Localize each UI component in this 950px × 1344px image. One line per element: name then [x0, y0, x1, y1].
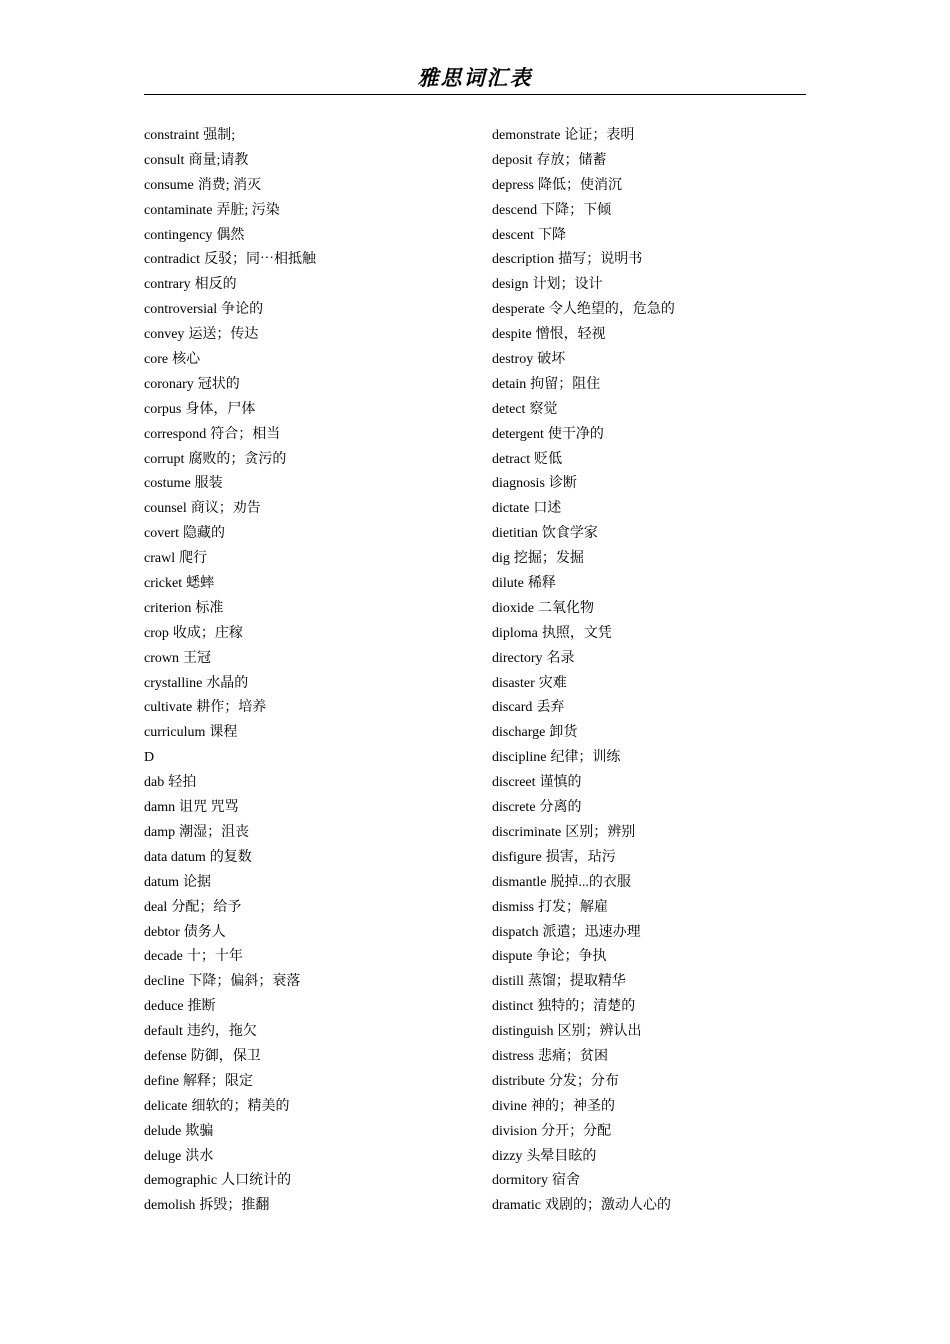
vocab-meaning: 饮食学家 — [541, 526, 598, 542]
vocab-entry — [144, 896, 474, 921]
vocab-meaning: 执照，文凭 — [541, 625, 612, 641]
vocab-word: dramatic — [492, 1198, 541, 1214]
vocab-word: default — [144, 1024, 183, 1040]
vocab-meaning: 谨慎的 — [539, 775, 582, 791]
vocab-entry — [144, 1120, 474, 1145]
vocab-word: contrary — [144, 277, 191, 293]
vocab-word: constraint — [144, 128, 200, 143]
vocab-word: descend — [492, 202, 538, 218]
vocab-entry — [144, 995, 474, 1020]
vocab-meaning: 符合；相当 — [210, 426, 281, 442]
vocab-entry — [492, 1145, 806, 1170]
vocab-meaning: 腐败的；贪污的 — [188, 451, 287, 467]
vocab-meaning: 灾难 — [538, 675, 567, 691]
vocab-word: disaster — [492, 675, 535, 691]
vocab-entry — [492, 796, 806, 821]
vocab-word: crawl — [144, 551, 176, 567]
vocab-entry — [492, 696, 806, 721]
vocab-word: damp — [144, 824, 176, 840]
vocab-word: despite — [492, 327, 532, 343]
vocab-meaning: 派遣；迅速办理 — [542, 924, 641, 940]
vocab-meaning: 细软的；精美的 — [191, 1098, 290, 1114]
vocab-word: cricket — [144, 576, 183, 592]
vocab-entry — [144, 721, 474, 746]
vocab-entry — [492, 224, 806, 249]
vocab-entry — [492, 721, 806, 746]
vocab-word: dizzy — [492, 1148, 523, 1164]
vocab-meaning: 防御，保卫 — [190, 1048, 261, 1064]
vocab-entry — [492, 497, 806, 522]
vocab-entry — [144, 497, 474, 522]
vocab-word: contingency — [144, 227, 213, 243]
vocab-entry — [492, 124, 806, 149]
vocab-meaning: 标准 — [195, 600, 224, 616]
vocab-entry — [144, 597, 474, 622]
vocab-meaning: 头晕目眩的 — [526, 1148, 597, 1164]
vocab-meaning: 纪律；训练 — [550, 750, 621, 766]
vocab-word: define — [144, 1073, 179, 1089]
vocab-meaning: 爬行 — [179, 551, 208, 567]
vocab-entry — [492, 1070, 806, 1095]
vocab-word: desperate — [492, 302, 545, 318]
vocab-entry — [492, 1194, 806, 1219]
vocab-word: detract — [492, 451, 531, 467]
vocab-entry — [492, 149, 806, 174]
vocab-word: discrete — [492, 800, 536, 816]
vocab-entry — [492, 647, 806, 672]
vocab-meaning: 令人绝望的，危急的 — [548, 302, 675, 318]
vocab-entry — [144, 1145, 474, 1170]
vocab-meaning: 破坏 — [537, 352, 566, 368]
vocab-meaning: 名录 — [546, 650, 575, 666]
vocab-word: convey — [144, 327, 185, 343]
vocab-entry — [492, 771, 806, 796]
vocab-meaning: 二氧化物 — [538, 600, 594, 616]
vocab-word: consult — [144, 152, 185, 168]
vocab-word: deposit — [492, 152, 533, 168]
vocab-entry — [144, 373, 474, 398]
vocab-word: coronary — [144, 376, 194, 392]
vocab-meaning: 相反的 — [194, 277, 237, 293]
vocab-column-left — [144, 124, 474, 1219]
vocab-entry — [144, 771, 474, 796]
vocab-meaning: 损害，玷污 — [545, 849, 616, 865]
vocab-entry — [144, 174, 474, 199]
vocab-meaning: 悲痛；贫困 — [538, 1048, 608, 1064]
vocab-meaning: 反驳；同⋯相抵触 — [203, 252, 316, 268]
vocab-entry — [144, 248, 474, 273]
vocab-entry — [144, 273, 474, 298]
vocab-word: distress — [492, 1048, 534, 1064]
vocab-word: division — [492, 1123, 538, 1139]
vocab-word: damn — [144, 800, 176, 816]
vocab-word: costume — [144, 476, 191, 492]
vocab-word: dispute — [492, 949, 533, 965]
vocab-entry — [492, 448, 806, 473]
vocab-meaning: 论证；表明 — [564, 128, 635, 143]
vocab-entry — [144, 1095, 474, 1120]
vocab-word: destroy — [492, 352, 534, 368]
vocab-meaning: 的复数 — [209, 849, 252, 865]
vocab-meaning: 人口统计的 — [221, 1173, 292, 1189]
vocab-word: dilute — [492, 576, 524, 592]
vocab-word: dispatch — [492, 924, 539, 940]
vocab-entry — [144, 622, 474, 647]
vocab-entry — [144, 124, 474, 149]
vocab-word: deduce — [144, 999, 184, 1015]
vocab-word: crystalline — [144, 675, 203, 691]
vocab-meaning: 独特的；清楚的 — [537, 999, 636, 1015]
vocab-word: dioxide — [492, 600, 534, 616]
vocab-entry — [144, 398, 474, 423]
vocab-word: diagnosis — [492, 476, 545, 492]
vocab-word: discreet — [492, 775, 536, 791]
vocab-entry — [144, 1020, 474, 1045]
vocab-entry — [492, 398, 806, 423]
vocab-meaning: 强制; — [203, 128, 236, 143]
vocab-entry — [144, 647, 474, 672]
vocab-word: corrupt — [144, 451, 185, 467]
vocab-meaning: 核心 — [172, 352, 201, 368]
vocab-entry — [144, 572, 474, 597]
vocab-entry — [492, 821, 806, 846]
vocab-word: dig — [492, 551, 510, 567]
vocab-meaning: 区别；辨认出 — [557, 1024, 642, 1040]
vocab-word: deal — [144, 899, 168, 915]
vocab-entry — [144, 970, 474, 995]
vocab-meaning: 十；十年 — [186, 949, 243, 965]
vocab-entry — [492, 970, 806, 995]
vocab-entry — [492, 174, 806, 199]
vocab-entry — [144, 921, 474, 946]
vocab-entry — [144, 1194, 474, 1219]
vocab-word: discipline — [492, 750, 547, 766]
vocab-entry — [492, 846, 806, 871]
vocab-word: counsel — [144, 501, 187, 517]
vocab-entry — [492, 945, 806, 970]
vocab-meaning: 戏剧的；激动人心的 — [544, 1198, 671, 1214]
vocab-meaning: 拆毁；推翻 — [199, 1198, 270, 1214]
vocab-word: distinct — [492, 999, 534, 1015]
vocab-word: corpus — [144, 401, 182, 417]
vocab-meaning: 察觉 — [529, 401, 558, 417]
vocab-word: discriminate — [492, 824, 562, 840]
vocab-entry — [492, 572, 806, 597]
vocab-meaning: 分配；给予 — [171, 899, 242, 915]
vocab-meaning: 脱掉...的衣服 — [550, 874, 631, 890]
vocab-meaning: 描写；说明书 — [558, 252, 643, 268]
vocab-word: controversial — [144, 302, 218, 318]
vocab-entry — [144, 796, 474, 821]
vocab-meaning: 贬低 — [534, 451, 563, 467]
vocab-word: discharge — [492, 725, 546, 741]
vocab-meaning: 洪水 — [185, 1148, 214, 1164]
vocab-word: dismantle — [492, 874, 547, 890]
vocab-word: discard — [492, 700, 533, 716]
vocab-meaning: 憎恨，轻视 — [535, 327, 606, 343]
vocab-entry — [144, 298, 474, 323]
vocab-meaning: 水晶的 — [206, 675, 249, 691]
vocab-entry — [144, 945, 474, 970]
vocab-meaning: 王冠 — [183, 650, 211, 666]
vocab-word: datum — [144, 874, 179, 890]
vocab-meaning: 偶然 — [216, 227, 245, 243]
vocab-meaning: 冠状的 — [197, 376, 240, 392]
vocab-entry — [492, 323, 806, 348]
vocab-meaning: 争论；争执 — [536, 949, 607, 965]
vocab-word: diploma — [492, 625, 538, 641]
vocab-word: criterion — [144, 600, 192, 616]
vocab-entry — [492, 1020, 806, 1045]
vocab-entry — [492, 248, 806, 273]
vocab-word: description — [492, 252, 555, 268]
vocab-entry — [144, 1070, 474, 1095]
vocab-word: decade — [144, 949, 183, 965]
vocab-entry — [144, 871, 474, 896]
vocab-meaning: 挖掘；发掘 — [513, 551, 584, 567]
vocab-entry — [144, 1045, 474, 1070]
vocab-meaning: 诅咒 咒骂 — [179, 800, 239, 816]
vocab-meaning: 论据 — [183, 874, 211, 890]
vocab-word: contradict — [144, 252, 200, 268]
vocab-word: design — [492, 277, 529, 293]
vocab-entry — [492, 522, 806, 547]
vocab-meaning: 欺骗 — [185, 1123, 214, 1139]
vocab-entry — [144, 348, 474, 373]
vocab-entry — [144, 1169, 474, 1194]
vocab-meaning: 推断 — [187, 999, 216, 1015]
vocab-entry — [144, 448, 474, 473]
vocab-entry — [144, 472, 474, 497]
vocab-entry — [144, 821, 474, 846]
vocab-word: decline — [144, 974, 185, 990]
vocab-meaning: 商量;请教 — [188, 152, 249, 168]
vocab-meaning: 运送；传达 — [188, 327, 259, 343]
vocab-word: crop — [144, 625, 169, 641]
vocab-word: depress — [492, 177, 534, 193]
vocab-word: crown — [144, 650, 179, 666]
vocab-word: dismiss — [492, 899, 535, 915]
vocab-meaning: 区别；辨别 — [565, 824, 636, 840]
vocab-entry — [492, 896, 806, 921]
vocab-entry — [492, 597, 806, 622]
vocab-entry — [492, 472, 806, 497]
vocab-word: dietitian — [492, 526, 538, 542]
vocab-entry — [492, 423, 806, 448]
vocab-entry — [492, 672, 806, 697]
vocab-word: cultivate — [144, 700, 193, 716]
vocab-word: demonstrate — [492, 128, 561, 143]
vocab-entry — [492, 298, 806, 323]
vocab-meaning: 蒸馏；提取精华 — [527, 974, 626, 990]
vocab-entry — [144, 323, 474, 348]
vocab-word: data datum — [144, 849, 206, 865]
vocab-entry — [492, 871, 806, 896]
vocab-word: contaminate — [144, 202, 213, 218]
vocab-meaning: 降低；使消沉 — [538, 177, 622, 193]
vocab-meaning: 隐藏的 — [182, 526, 225, 542]
vocab-word: core — [144, 352, 169, 368]
vocab-meaning: 打发；解雇 — [538, 899, 609, 915]
vocab-word: dictate — [492, 501, 530, 517]
vocab-word: delicate — [144, 1098, 188, 1114]
vocab-word: disfigure — [492, 849, 542, 865]
vocab-entry — [144, 224, 474, 249]
vocab-entry — [144, 746, 474, 771]
vocab-meaning: 收成；庄稼 — [172, 625, 243, 641]
vocab-meaning: 蟋蟀 — [186, 576, 215, 592]
vocab-entry — [144, 522, 474, 547]
vocab-entry — [144, 846, 474, 871]
vocab-word: distribute — [492, 1073, 545, 1089]
vocab-meaning: 口述 — [533, 501, 562, 517]
vocab-meaning: 卸货 — [549, 725, 578, 741]
vocab-word: demographic — [144, 1173, 218, 1189]
vocab-meaning: 拘留；阻住 — [530, 376, 601, 392]
vocab-word: curriculum — [144, 725, 206, 741]
vocab-meaning: 潮湿；沮丧 — [179, 824, 250, 840]
vocab-word: distill — [492, 974, 524, 990]
vocab-word: detect — [492, 401, 526, 417]
vocab-word: consume — [144, 177, 194, 193]
vocab-meaning: 分发；分布 — [548, 1073, 619, 1089]
vocab-entry — [144, 423, 474, 448]
vocab-entry — [144, 199, 474, 224]
vocab-meaning: 神的；神圣的 — [531, 1098, 615, 1114]
vocab-word: detergent — [492, 426, 544, 442]
vocab-column-right — [492, 124, 806, 1219]
vocab-word: defense — [144, 1048, 187, 1064]
vocab-word: debtor — [144, 924, 180, 940]
vocab-meaning: 分开；分配 — [541, 1123, 612, 1139]
title-divider — [144, 94, 806, 95]
vocab-entry — [492, 348, 806, 373]
vocab-meaning: 争论的 — [221, 302, 264, 318]
vocab-word: divine — [492, 1098, 527, 1114]
vocab-meaning: 计划；设计 — [532, 277, 603, 293]
vocab-meaning: 下降 — [537, 227, 566, 243]
vocab-meaning: 使干净的 — [547, 426, 604, 442]
vocab-word: deluge — [144, 1148, 182, 1164]
vocab-meaning: 商议；劝告 — [190, 501, 261, 517]
vocab-word: distinguish — [492, 1024, 554, 1040]
vocab-entry — [492, 373, 806, 398]
vocab-meaning: 稀释 — [527, 576, 556, 592]
vocab-meaning: 丢弃 — [536, 700, 565, 716]
vocab-meaning: 身体，尸体 — [185, 401, 256, 417]
vocab-meaning: 弄脏; 污染 — [216, 202, 280, 218]
vocab-meaning: 服装 — [194, 476, 223, 492]
vocab-meaning: 违约，拖欠 — [186, 1024, 257, 1040]
vocab-word: directory — [492, 650, 543, 666]
vocab-meaning: 分离的 — [539, 800, 582, 816]
vocab-entry — [492, 1169, 806, 1194]
vocab-entry — [492, 921, 806, 946]
vocab-meaning: 消费; 消灭 — [197, 177, 262, 193]
vocab-meaning: 轻拍 — [168, 775, 197, 791]
vocab-meaning: 耕作；培养 — [196, 700, 267, 716]
vocab-meaning: 课程 — [209, 725, 238, 741]
vocab-entry — [492, 622, 806, 647]
vocab-entry — [492, 1120, 806, 1145]
vocab-meaning: 下降；偏斜；衰落 — [188, 974, 301, 990]
vocab-word: correspond — [144, 426, 207, 442]
vocab-word: D — [144, 750, 155, 766]
vocab-entry — [492, 547, 806, 572]
vocab-word: detain — [492, 376, 527, 392]
vocab-word: delude — [144, 1123, 182, 1139]
vocab-entry — [492, 1045, 806, 1070]
vocab-entry — [144, 672, 474, 697]
vocab-meaning: 解释；限定 — [182, 1073, 253, 1089]
vocab-meaning: 债务人 — [183, 924, 226, 940]
vocab-meaning: 诊断 — [548, 476, 577, 492]
vocab-word: dab — [144, 775, 165, 791]
vocab-entry — [144, 547, 474, 572]
vocab-entry — [144, 149, 474, 174]
vocab-entry — [492, 273, 806, 298]
vocab-entry — [492, 746, 806, 771]
vocab-word: demolish — [144, 1198, 196, 1214]
vocab-entry — [492, 199, 806, 224]
vocab-word: dormitory — [492, 1173, 548, 1189]
vocab-meaning: 宿舍 — [552, 1173, 580, 1189]
vocab-entry — [492, 995, 806, 1020]
vocab-meaning: 下降；下倾 — [541, 202, 612, 218]
page-title: 雅思词汇表 — [417, 65, 533, 90]
vocab-entry — [492, 1095, 806, 1120]
vocab-entry — [144, 696, 474, 721]
vocab-word: covert — [144, 526, 179, 542]
vocab-meaning: 存放；储蓄 — [536, 152, 607, 168]
vocab-word: descent — [492, 227, 534, 243]
